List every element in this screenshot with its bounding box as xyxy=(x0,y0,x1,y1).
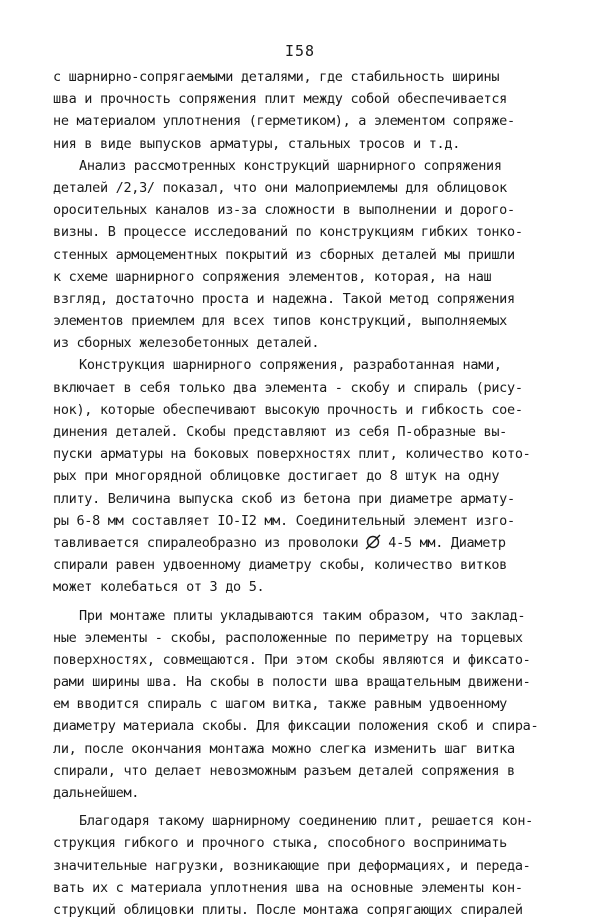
text-line: Анализ рассмотренных конструкций шарнирного сопряжения xyxy=(79,157,502,174)
text-line: деталей /2,3/ показал, что они малоприемлемы для облицовок xyxy=(53,179,508,196)
diameter-symbol-icon xyxy=(364,534,382,550)
paragraph-1 xyxy=(53,66,553,155)
paragraph-4 xyxy=(53,605,553,805)
text-line: стенных армоцементных покрытий из сборных деталей мы пришли xyxy=(53,246,515,263)
text-line-with-diameter xyxy=(53,532,553,554)
text-line: рами ширины шва. На скобы в полости шва вращательным движени- xyxy=(53,674,531,691)
text-line: Конструкция шарнирного сопряжения, разработанная нами, xyxy=(79,357,502,374)
text-line: дальнейшем. xyxy=(53,785,140,801)
text-fragment: тавливается спиралеобразно из проволоки xyxy=(53,534,359,551)
text-line: поверхностях, совмещаются. При этом скобы являются и фиксато- xyxy=(53,651,531,668)
paragraph-3 xyxy=(53,354,553,598)
text-line: не материалом уплотнения (герметиком), а элементом сопряже- xyxy=(53,113,515,130)
text-line: включает в себя только два элемента - скобу и спираль (рису- xyxy=(53,379,523,396)
text-line: с шарнирно-сопрягаемыми деталями, где стабильность ширины xyxy=(53,69,500,85)
text-line: из сборных железобетонных деталей. xyxy=(53,335,320,352)
text-body xyxy=(53,66,553,921)
text-line: динения деталей. Скобы представляют из себя П-образные вы- xyxy=(53,424,508,440)
text-line: взгляд, достаточно проста и надежна. Такой метод сопряжения xyxy=(53,290,515,307)
text-line: рых при многорядной облицовке достигает до 8 штук на одну xyxy=(53,468,500,485)
text-line: ры 6-8 мм составляет IO-I2 мм. Соединительный элемент изго- xyxy=(53,512,515,529)
text-line: ли, после окончания монтажа можно слегка изменить шаг витка xyxy=(53,740,515,757)
text-line: плиту. Величина выпуска скоб из бетона при диаметре армату- xyxy=(53,490,515,507)
text-fragment: 4-5 мм. Диаметр xyxy=(388,534,506,551)
text-line: значительные нагрузки, возникающие при деформациях, и переда- xyxy=(53,857,531,874)
text-line: шва и прочность сопряжения плит между собой обеспечивается xyxy=(53,91,508,108)
page-number: I58 xyxy=(284,42,316,60)
text-line: струкция гибкого и прочного стыка, способного воспринимать xyxy=(53,835,508,852)
text-line: ные элементы - скобы, расположенные по периметру на торцевых xyxy=(53,629,523,646)
text-line: спирали, что делает невозможным разъем деталей сопряжения в xyxy=(53,762,515,779)
text-line: спирали равен удвоенному диаметру скобы, количество витков xyxy=(53,557,508,574)
text-line: Благодаря такому шарнирному соединению плит, решается кон- xyxy=(79,813,534,830)
text-line: элементов приемлем для всех типов конструкций, выполняемых xyxy=(53,313,508,330)
text-line: диаметру материала скобы. Для фиксации положения скоб и спира- xyxy=(53,718,539,735)
text-line: струкций облицовки плиты. После монтажа сопрягающих спиралей xyxy=(53,901,523,918)
paragraph-2 xyxy=(53,155,553,355)
text-line: пуски арматуры на боковых поверхностях плит, количество кото- xyxy=(53,446,531,463)
text-line: ем вводится спираль с шагом витка, также равным удвоенному xyxy=(53,696,508,713)
text-line: ния в виде выпусков арматуры, стальных тросов и т.д. xyxy=(53,135,461,152)
text-line: к схеме шарнирного сопряжения элементов, которая, на наш xyxy=(53,268,492,285)
text-line: может колебаться от 3 до 5. xyxy=(53,579,265,596)
text-line: При монтаже плиты укладываются таким образом, что заклад- xyxy=(79,607,526,624)
text-line: нок), которые обеспечивают высокую прочность и гибкость сое- xyxy=(53,401,523,418)
text-line: вать их с материала уплотнения шва на основные элементы кон- xyxy=(53,879,523,896)
text-line: оросительных каналов из-за сложности в выполнении и дорого- xyxy=(53,202,515,219)
text-line: визны. В процессе исследований по конструкциям гибких тонко- xyxy=(53,224,523,241)
paragraph-5 xyxy=(53,810,553,921)
